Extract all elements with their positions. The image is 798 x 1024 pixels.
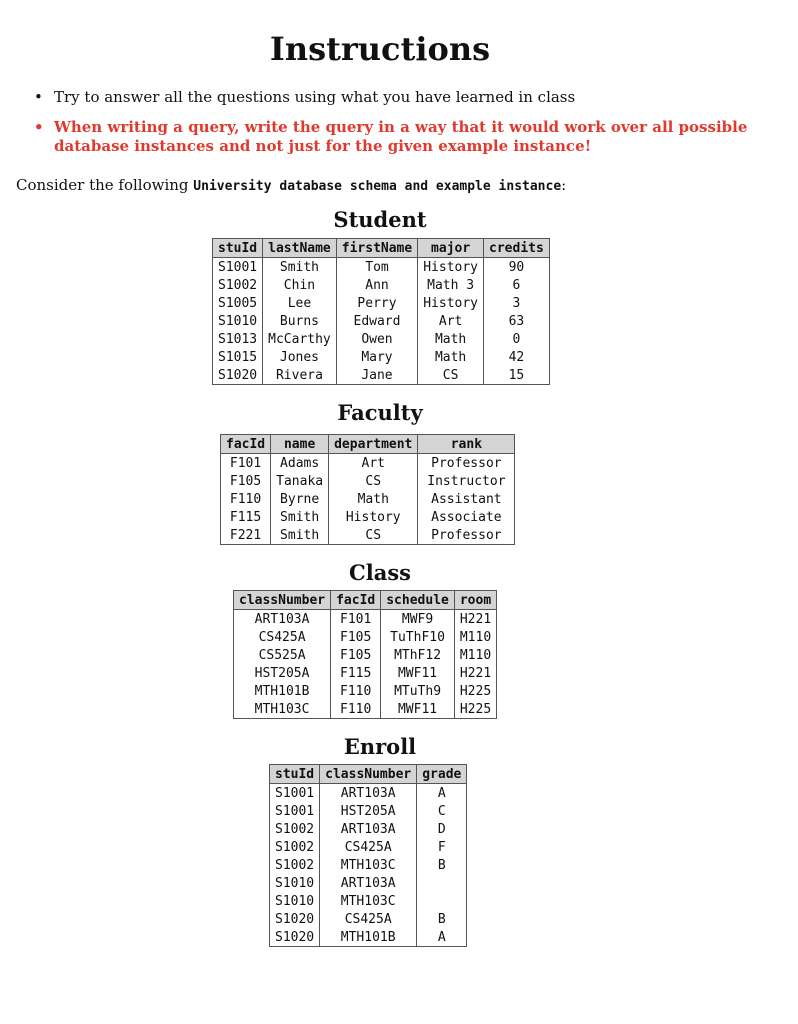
table-cell: ART103A: [320, 820, 417, 838]
instruction-list: [30, 88, 770, 167]
column-header: major: [418, 239, 484, 258]
column-header: facId: [221, 435, 271, 454]
column-header: firstName: [336, 239, 417, 258]
table-cell: CS425A: [258, 629, 306, 645]
table-cell: CS425A: [320, 838, 417, 856]
table-row: [221, 454, 515, 473]
table-cell: Smith: [271, 508, 329, 526]
table-cell: 6: [484, 276, 550, 294]
table-row: [221, 490, 515, 508]
table-row: [234, 610, 497, 629]
table-row: [213, 348, 550, 366]
table-cell: F: [417, 838, 467, 856]
table-cell: ART103A: [254, 611, 310, 627]
instruction-item-emphasis: [30, 118, 770, 156]
table-cell: C: [417, 802, 467, 820]
table-cell: Ann: [336, 276, 417, 294]
table-cell: S1005: [218, 295, 258, 311]
table-cell: H221: [454, 664, 496, 682]
table-cell: Edward: [336, 312, 417, 330]
table-cell: [417, 874, 467, 892]
table-row: [221, 472, 515, 490]
table-row: [270, 928, 467, 947]
table-cell: 3: [484, 294, 550, 312]
table-cell: 42: [484, 348, 550, 366]
table-cell: F105: [331, 628, 381, 646]
table-row: [234, 700, 497, 719]
schema-intro: [16, 176, 566, 194]
table-cell: Perry: [336, 294, 417, 312]
table-cell: S1002: [218, 277, 258, 293]
table-cell: CS: [329, 472, 418, 490]
table-cell: H225: [454, 682, 496, 700]
table-cell: History: [418, 294, 484, 312]
table-cell: MTH103C: [320, 892, 417, 910]
column-header: name: [271, 435, 329, 454]
enroll-table: [269, 764, 467, 947]
table-row: [221, 526, 515, 545]
table-row: [270, 892, 467, 910]
table-cell: CS: [329, 526, 418, 545]
table-cell: M110: [454, 646, 496, 664]
table-row: [270, 784, 467, 803]
table-row: [213, 366, 550, 385]
table-cell: S1002: [275, 821, 315, 837]
table-cell: MWF11: [381, 664, 455, 682]
table-cell: S1010: [218, 313, 258, 329]
page-title: Instructions: [269, 30, 491, 68]
table-cell: Owen: [336, 330, 417, 348]
table-cell: A: [417, 784, 467, 803]
table-cell: 90: [484, 258, 550, 277]
table-cell: MTuTh9: [381, 682, 455, 700]
table-cell: F110: [229, 491, 262, 507]
table-cell: Rivera: [263, 366, 337, 385]
column-header: lastName: [263, 239, 337, 258]
table-row: [213, 258, 550, 277]
table-cell: MTH101B: [254, 683, 310, 699]
table-cell: F110: [331, 700, 381, 719]
table-cell: S1020: [275, 929, 315, 945]
student-table-title: Student: [333, 207, 427, 232]
table-cell: MThF12: [381, 646, 455, 664]
table-cell: S1002: [275, 839, 315, 855]
table-cell: F115: [229, 509, 262, 525]
table-cell: S1001: [275, 803, 315, 819]
table-cell: D: [417, 820, 467, 838]
student-table: [212, 238, 550, 385]
table-cell: ART103A: [320, 784, 417, 803]
table-header-row: [270, 765, 467, 784]
table-cell: S1010: [275, 875, 315, 891]
table-cell: S1013: [218, 331, 258, 347]
intro-prefix: Consider the following: [16, 176, 194, 194]
column-header: rank: [418, 435, 515, 454]
table-cell: Tanaka: [271, 472, 329, 490]
table-cell: Assistant: [418, 490, 515, 508]
table-cell: Math: [329, 490, 418, 508]
table-cell: MWF11: [381, 700, 455, 719]
table-cell: Smith: [271, 526, 329, 545]
table-cell: S1001: [218, 259, 258, 275]
table-row: [234, 682, 497, 700]
instruction-text: Try to answer all the questions using what you have learned in class: [54, 88, 576, 106]
table-row: [270, 856, 467, 874]
table-cell: H225: [454, 700, 496, 719]
faculty-table-title: Faculty: [337, 400, 423, 425]
table-row: [213, 330, 550, 348]
table-cell: CS: [418, 366, 484, 385]
table-cell: 63: [484, 312, 550, 330]
table-cell: MTH103C: [254, 701, 310, 717]
table-cell: Chin: [263, 276, 337, 294]
table-row: [270, 874, 467, 892]
table-cell: Professor: [418, 454, 515, 473]
table-cell: 0: [484, 330, 550, 348]
table-cell: Byrne: [271, 490, 329, 508]
column-header: classNumber: [320, 765, 417, 784]
table-cell: Adams: [271, 454, 329, 473]
table-cell: Professor: [418, 526, 515, 545]
table-row: [270, 838, 467, 856]
table-cell: F110: [331, 682, 381, 700]
table-row: [213, 312, 550, 330]
table-cell: H221: [454, 610, 496, 629]
table-cell: S1020: [218, 367, 258, 383]
bullet-icon: •: [34, 118, 44, 136]
table-cell: HST205A: [254, 665, 310, 681]
table-cell: Instructor: [418, 472, 515, 490]
table-cell: ART103A: [320, 874, 417, 892]
table-row: [221, 508, 515, 526]
intro-suffix: :: [561, 176, 567, 194]
table-cell: B: [417, 856, 467, 874]
column-header: stuId: [213, 239, 263, 258]
table-cell: McCarthy: [263, 330, 337, 348]
table-row: [234, 646, 497, 664]
instruction-item: [30, 88, 770, 107]
table-cell: Art: [329, 454, 418, 473]
table-cell: [417, 892, 467, 910]
table-cell: F115: [331, 664, 381, 682]
intro-code: University database schema and example instance: [193, 179, 562, 194]
table-header-row: [234, 591, 497, 610]
table-cell: Associate: [418, 508, 515, 526]
table-cell: MTH101B: [320, 928, 417, 947]
class-table-title: Class: [349, 560, 411, 585]
table-cell: Mary: [336, 348, 417, 366]
table-cell: Jones: [263, 348, 337, 366]
column-header: facId: [331, 591, 381, 610]
table-cell: F101: [229, 455, 262, 471]
table-cell: CS525A: [258, 647, 306, 663]
table-cell: CS425A: [320, 910, 417, 928]
table-cell: F101: [331, 610, 381, 629]
table-cell: TuThF10: [381, 628, 455, 646]
table-cell: M110: [454, 628, 496, 646]
table-cell: S1010: [275, 893, 315, 909]
column-header: credits: [484, 239, 550, 258]
enroll-table-title: Enroll: [343, 734, 417, 759]
column-header: room: [454, 591, 496, 610]
table-row: [213, 294, 550, 312]
table-cell: Burns: [263, 312, 337, 330]
table-row: [213, 276, 550, 294]
table-cell: A: [417, 928, 467, 947]
bullet-icon: •: [34, 88, 43, 106]
table-cell: History: [329, 508, 418, 526]
table-cell: History: [418, 258, 484, 277]
table-cell: Lee: [263, 294, 337, 312]
table-cell: S1002: [275, 857, 315, 873]
table-cell: F105: [331, 646, 381, 664]
table-cell: Math 3: [418, 276, 484, 294]
column-header: classNumber: [234, 591, 331, 610]
table-cell: Math: [418, 348, 484, 366]
table-cell: F221: [229, 527, 262, 543]
table-cell: Tom: [336, 258, 417, 277]
table-row: [234, 664, 497, 682]
table-cell: F105: [229, 473, 262, 489]
table-cell: S1015: [218, 349, 258, 365]
table-header-row: [213, 239, 550, 258]
table-cell: Jane: [336, 366, 417, 385]
table-header-row: [221, 435, 515, 454]
table-row: [234, 628, 497, 646]
column-header: department: [329, 435, 418, 454]
faculty-table: [220, 434, 515, 545]
table-cell: MWF9: [381, 610, 455, 629]
table-cell: B: [417, 910, 467, 928]
table-cell: S1020: [275, 911, 315, 927]
table-cell: HST205A: [320, 802, 417, 820]
table-row: [270, 910, 467, 928]
table-cell: Art: [418, 312, 484, 330]
column-header: schedule: [381, 591, 455, 610]
table-row: [270, 820, 467, 838]
table-cell: Smith: [263, 258, 337, 277]
instruction-text: When writing a query, write the query in a way that it would work over all possible database instances and not just for the given example instance!: [54, 118, 748, 155]
table-cell: 15: [484, 366, 550, 385]
table-cell: Math: [418, 330, 484, 348]
column-header: stuId: [270, 765, 320, 784]
table-cell: MTH103C: [320, 856, 417, 874]
table-row: [270, 802, 467, 820]
column-header: grade: [417, 765, 467, 784]
class-table: [233, 590, 497, 719]
table-cell: S1001: [275, 785, 315, 801]
